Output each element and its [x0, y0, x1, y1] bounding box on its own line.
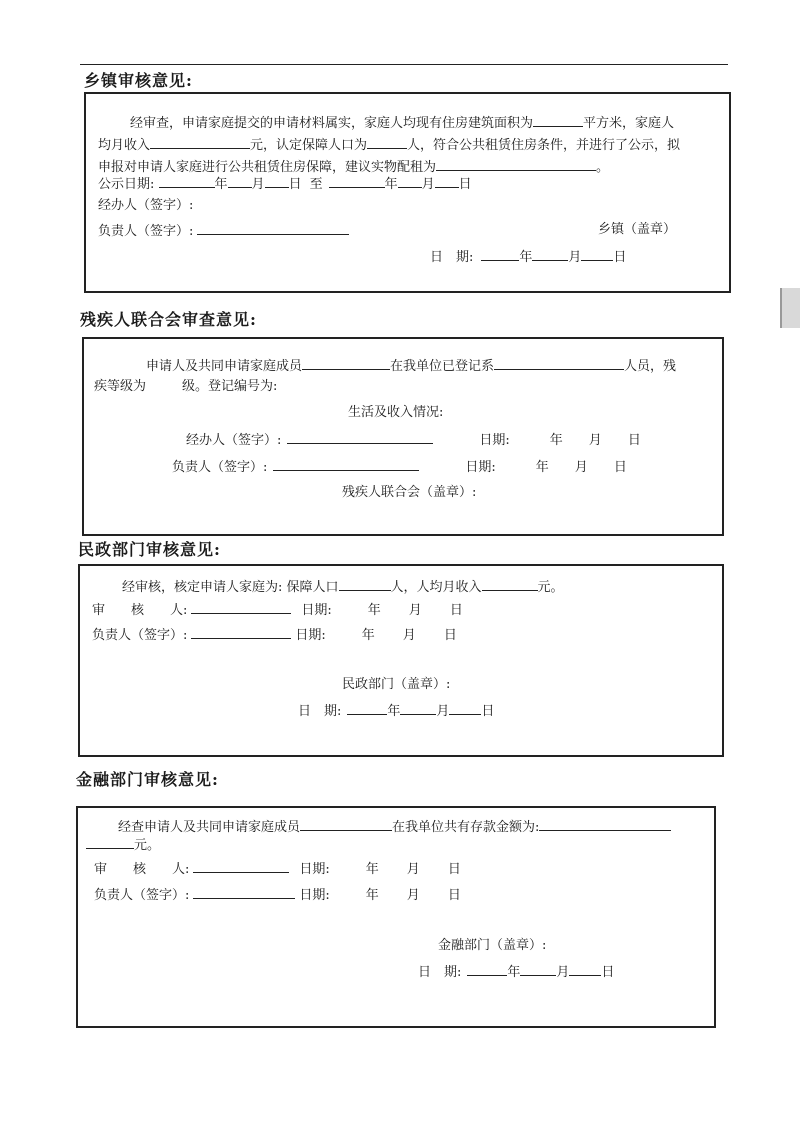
civil-seal-label: 民政部门（盖章）: [342, 677, 451, 692]
federation-seal-label: 残疾人联合会（盖章）: [342, 485, 477, 500]
finance-leader-row: 负责人（签字）: 日期: 年 月 日 [94, 888, 461, 903]
township-para-line3: 申报对申请人家庭进行公共租赁住房保障，建议实物配租为 。 [98, 160, 610, 175]
civil-protected-persons-field[interactable] [339, 578, 391, 591]
scan-edge-mark [780, 288, 800, 328]
township-leader-row: 负责人（签字）: [98, 222, 349, 240]
registered-category-field[interactable] [494, 357, 624, 370]
section-title-finance: 金融部门审核意见: [76, 770, 219, 789]
finance-seal-month-field[interactable] [520, 963, 556, 976]
disabled-federation-box [82, 337, 724, 536]
civil-reviewer-signature-field[interactable] [191, 601, 291, 614]
civil-affairs-para-line1: 经审核，核定申请人家庭为: 保障人口 人，人均月收入 元。 [122, 580, 564, 595]
section-title-disabled-federation: 残疾人联合会审查意见: [80, 310, 257, 329]
township-seal-day-field[interactable] [581, 248, 613, 261]
monthly-income-field[interactable] [150, 136, 250, 149]
deposit-amount-field[interactable] [539, 818, 671, 831]
federation-para-line2: 疾等级为 级。登记编号为: [94, 379, 278, 394]
civil-monthly-income-field[interactable] [482, 578, 538, 591]
township-para-line2: 均月收入 元，认定保障人口为 人，符合公共租赁住房条件，并进行了公示，拟 [98, 138, 681, 153]
civil-seal-year-field[interactable] [347, 702, 387, 715]
notice-end-day-field[interactable] [435, 175, 459, 188]
finance-family-member-field[interactable] [300, 818, 392, 831]
finance-seal-day-field[interactable] [569, 963, 601, 976]
finance-reviewer-signature-field[interactable] [193, 860, 289, 873]
notice-end-month-field[interactable] [398, 175, 422, 188]
township-seal-month-field[interactable] [532, 248, 568, 261]
notice-date-row: 公示日期: 年 月 日 至 年 月 日 [98, 177, 472, 192]
township-para-line1: 经审查，申请家庭提交的申请材料属实，家庭人均现有住房建筑面积为 平方米，家庭人 [130, 116, 675, 131]
finance-para-line1: 经查申请人及共同申请家庭成员 在我单位共有存款金额为: [118, 818, 671, 836]
protected-persons-field[interactable] [367, 136, 407, 149]
family-member-field[interactable] [302, 357, 390, 370]
finance-leader-signature-field[interactable] [193, 886, 295, 899]
civil-seal-day-field[interactable] [449, 702, 481, 715]
finance-reviewer-row: 审 核 人: 日期: 年 月 日 [94, 862, 461, 877]
federation-leader-row: 负责人（签字）: 日期: 年 月 日 [172, 460, 627, 475]
top-rule [80, 64, 728, 65]
township-seal-date-row: 日 期: 年 月 日 [430, 250, 627, 265]
federation-para-line1: 申请人及共同申请家庭成员 在我单位已登记系 人员，残 [146, 359, 677, 374]
finance-seal-year-field[interactable] [467, 963, 507, 976]
federation-handler-signature-field[interactable] [287, 431, 433, 444]
civil-seal-date-row: 日 期: 年 月 日 [298, 704, 495, 719]
civil-affairs-box [78, 564, 724, 757]
notice-start-day-field[interactable] [265, 175, 289, 188]
notice-start-month-field[interactable] [228, 175, 252, 188]
civil-reviewer-row: 审 核 人: 日期: 年 月 日 [92, 603, 463, 618]
township-review-box [84, 92, 731, 293]
federation-leader-signature-field[interactable] [273, 458, 419, 471]
township-seal-year-field[interactable] [481, 248, 519, 261]
township-seal-label: 乡镇（盖章） [598, 222, 677, 237]
notice-end-year-field[interactable] [329, 175, 385, 188]
township-handler-label: 经办人（签字）: [98, 198, 194, 213]
deposit-amount-continued-field[interactable] [86, 836, 134, 849]
finance-para-line2: 元。 [86, 836, 160, 854]
civil-seal-month-field[interactable] [400, 702, 436, 715]
rental-suggestion-field[interactable] [436, 158, 596, 171]
life-income-label: 生活及收入情况: [348, 405, 444, 420]
finance-seal-label: 金融部门（盖章）: [438, 938, 547, 953]
finance-seal-date-row: 日 期: 年 月 日 [418, 965, 615, 980]
civil-leader-signature-field[interactable] [191, 626, 291, 639]
section-title-civil-affairs: 民政部门审核意见: [78, 540, 221, 559]
civil-leader-row: 负责人（签字）: 日期: 年 月 日 [92, 628, 457, 643]
housing-area-field[interactable] [533, 114, 583, 127]
federation-handler-row: 经办人（签字）: 日期: 年 月 日 [186, 433, 641, 448]
township-leader-signature-field[interactable] [197, 222, 349, 235]
section-title-township: 乡镇审核意见: [84, 71, 193, 90]
notice-start-year-field[interactable] [159, 175, 215, 188]
finance-box [76, 806, 716, 1028]
